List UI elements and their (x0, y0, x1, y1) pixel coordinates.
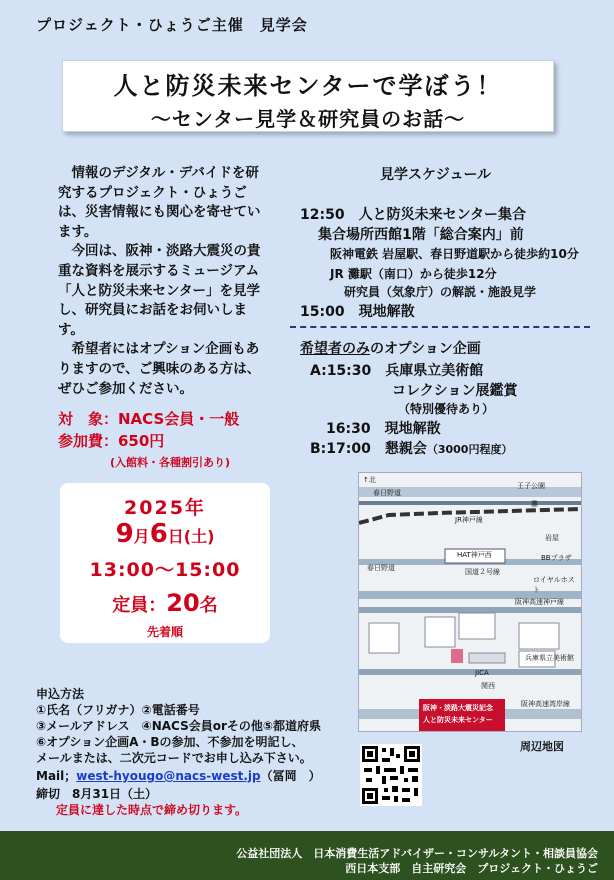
option-b: B:17:00 懇親会 (310, 441, 427, 457)
capacity-value: 20 (166, 589, 200, 617)
map-label-nada: 灘 (531, 500, 538, 508)
capacity-note: 先着順 (146, 625, 183, 639)
capacity-label: 定員： (112, 595, 167, 616)
map-label-kasugano: 春日野道 (373, 489, 401, 497)
event-month: 9 (115, 519, 134, 549)
footer-org: 公益社団法人 日本消費生活アドバイザー・コンサルタント・相談員協会 (236, 847, 598, 860)
option-title-underlined: 希望者のみ (300, 341, 370, 357)
apply-deadline: 締切 8月31日（土） (36, 787, 158, 801)
qr-code-graphic (360, 744, 422, 806)
map-label-center-2: 人と防災未来センター (423, 716, 493, 724)
map-label-oji: 王子公園 (517, 482, 545, 490)
event-year: 2025年 (124, 497, 206, 519)
map-label-jr: JR神戸線 (455, 516, 483, 524)
option-line-5 (310, 438, 512, 458)
schedule-line-2: 集合場所西館1階「総合案内」前 (318, 227, 524, 243)
map-label-hanshin-exp: 阪神高速神戸線 (515, 598, 564, 606)
option-title (300, 338, 481, 358)
event-date-box (60, 483, 270, 643)
title-box (62, 60, 554, 132)
application-info (36, 686, 321, 818)
event-date (60, 519, 270, 549)
option-line-2: コレクション展鑑賞 (392, 383, 518, 399)
fee-note: (入館料・各種割引あり) (110, 456, 231, 469)
map-label-route2: 国道２号線 (465, 568, 500, 576)
intro-paragraph-3: 希望者にはオプション企画もありますので、ご興味のある方は、ぜひご参加ください。 (58, 341, 261, 397)
capacity-unit: 名 (199, 595, 218, 616)
schedule-line-4: JR 灘駅（南口）から徒歩12分 (330, 267, 497, 281)
footer-group: 西日本支部 自主研究会 プロジェクト・ひょうご (345, 862, 598, 875)
mail-label: Mail； (36, 769, 77, 783)
schedule-line-5: 研究員（気象庁）の解説・施設見学 (344, 285, 537, 299)
map-label-jica: JICA (475, 669, 489, 677)
intro-text (58, 164, 270, 399)
event-day-unit: 日(土) (167, 527, 215, 546)
option-title-rest: のオプション企画 (370, 341, 481, 357)
map-label-museum: 兵庫県立美術館 (525, 654, 574, 662)
map-label-wangan: 阪神高速湾岸線 (521, 700, 570, 708)
map-north: ↑北 (363, 476, 376, 484)
footer (0, 831, 614, 880)
qr-code[interactable] (360, 744, 422, 806)
target-info (58, 408, 239, 452)
schedule-title: 見学スケジュール (380, 167, 492, 183)
apply-mail (36, 768, 321, 784)
mail-person: （冨岡 ） (260, 769, 321, 783)
apply-title: 申込方法 (36, 687, 85, 701)
map-caption: 周辺地図 (520, 740, 564, 753)
map-label-royal: ロイヤルホスト (533, 576, 575, 594)
schedule-line-3: 阪神電鉄 岩屋駅、春日野道駅から徒歩約10分 (330, 247, 579, 261)
apply-line-2: ③メールアドレス ④NACS会員orその他⑤都道府県 (36, 719, 322, 733)
intro-paragraph-2: 今回は、阪神・淡路大震災の貴重な資料を展示するミュージアム「人と防災未来センター」を見学し、研究員にお話をお伺いします。 (58, 243, 261, 338)
map-label-iwaya: 岩屋 (545, 534, 559, 542)
apply-line-4: メールまたは、二次元コードでお申し込み下さい。 (36, 751, 312, 765)
page-title: 人と防災未来センターで学ぼう！ (113, 72, 503, 100)
schedule-line-1: 12:50 人と防災未来センター集合 (300, 207, 527, 223)
apply-line-3: ⑥オプション企画A・Bの参加、不参加を明記し、 (36, 735, 304, 749)
apply-line-1: ①氏名（フリガナ）②電話番号 (36, 703, 200, 717)
page-subtitle: ～センター見学＆研究員のお話～ (150, 107, 466, 131)
option-line-1: A:15:30 兵庫県立美術館 (310, 363, 484, 379)
option-line-3: （特別優待あり） (398, 402, 495, 416)
intro-paragraph-1: 情報のデジタル・デバイドを研究するプロジェクト・ひょうごは、災害情報にも関心を寄せています。 (58, 165, 261, 240)
section-divider (290, 326, 590, 328)
option-b-note: （3000円程度） (426, 443, 513, 456)
mail-link[interactable]: west-hyougo@nacs-west.jp (76, 769, 261, 783)
participation-fee: 参加費：650円 (58, 432, 165, 450)
event-time: 13:00～15:00 (89, 559, 241, 581)
target-audience: 対 象：NACS会員・一般 (58, 410, 240, 428)
map-label-kansai: 関西 (481, 682, 495, 690)
map-label-bb: BBプラザ (541, 554, 572, 562)
event-day: 6 (149, 519, 168, 549)
organizer-header: プロジェクト・ひょうご主催 見学会 (36, 16, 308, 34)
map-label-center-1: 阪神・淡路大震災記念 (423, 704, 493, 712)
apply-deadline-note: 定員に達した時点で締め切ります。 (56, 803, 248, 817)
event-month-unit: 月 (133, 527, 150, 546)
schedule-line-6: 15:00 現地解散 (300, 304, 415, 320)
map-label-kasugano2: 春日野道 (367, 564, 395, 572)
event-capacity (60, 589, 270, 617)
map-label-hat: HAT神戸西 (457, 551, 492, 559)
option-line-4: 16:30 現地解散 (326, 421, 441, 437)
area-map (358, 472, 582, 732)
